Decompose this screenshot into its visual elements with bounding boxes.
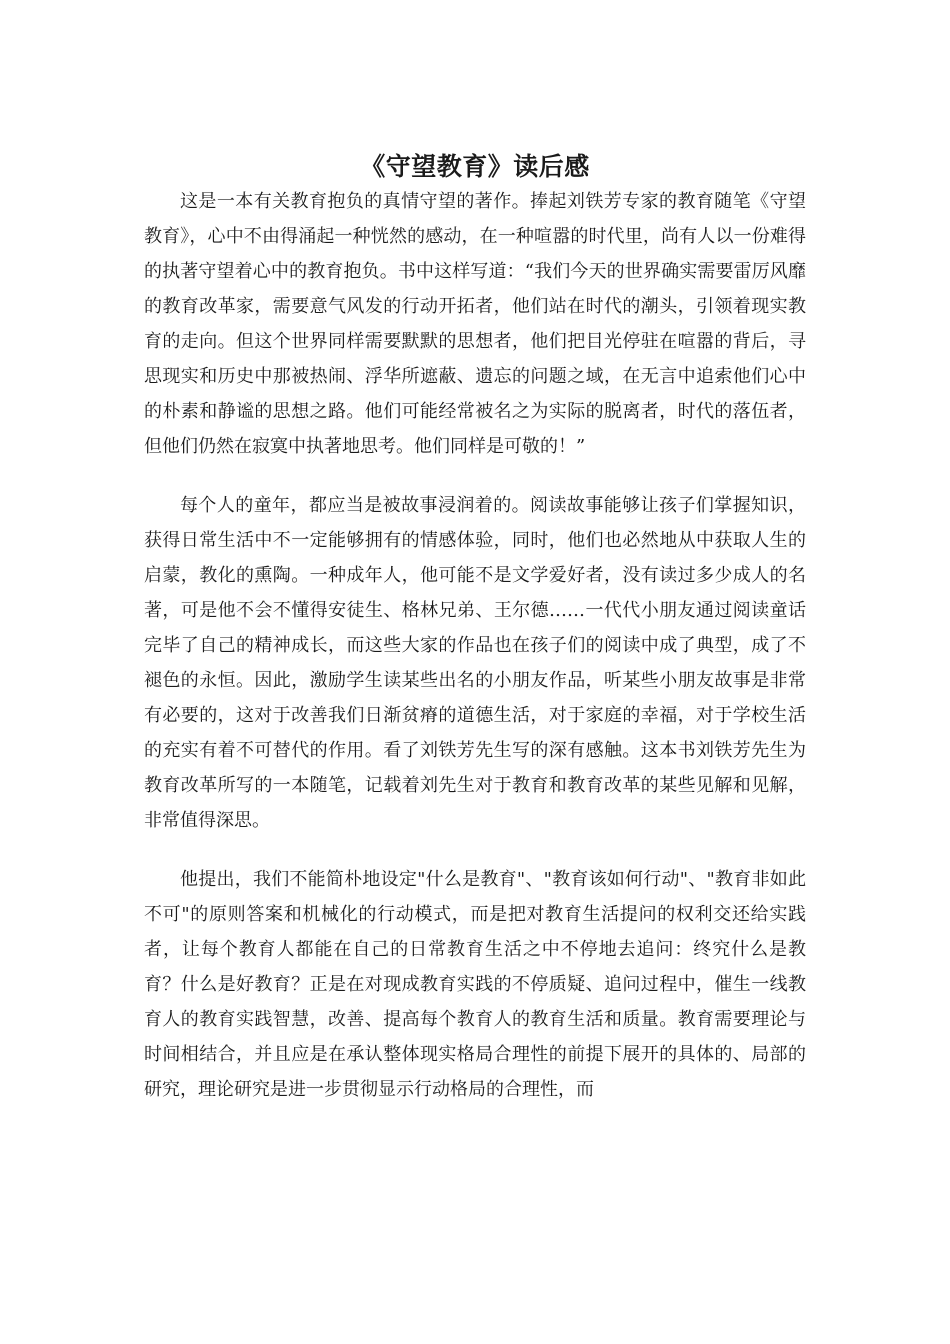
document-body xyxy=(144,184,806,1131)
document-title: 《守望教育》读后感 xyxy=(360,151,590,181)
paragraph-3: 他提出，我们不能简朴地设定"什么是教育"、"教育该如何行动"、"教育非如此不可"的原则答案和机械化的行动模式，而是把对教育生活提问的权利交还给实践者，让每个教育人都能在自己的日常教育生活之中不停地去追问：终究什么是教育？什么是好教育？正是在对现成教育实践的不停质疑、追问过程中，催生一线教育人的教育实践智慧，改善、提高每个教育人的教育生活和质量。教育需要理论与时间相结合，并且应是在承认整体现实格局合理性的前提下展开的具体的、局部的研究，理论研究是进一步贯彻显示行动格局的合理性，而 xyxy=(144,869,806,1100)
paragraph-1: 这是一本有关教育抱负的真情守望的著作。捧起刘铁芳专家的教育随笔《守望教育》，心中不由得涌起一种恍然的感动，在一种喧嚣的时代里，尚有人以一份难得的执著守望着心中的教育抱负。书中这样写道：“我们今天的世界确实需要雷厉风靡的教育改革家，需要意气风发的行动开拓者，他们站在时代的潮头，引领着现实教育的走向。但这个世界同样需要默默的思想者，他们把目光停驻在喧嚣的背后，寻思现实和历史中那被热闹、浮华所遮蔽、遗忘的问题之域，在无言中追索他们心中的朴素和静谧的思想之路。他们可能经常被名之为实际的脱离者，时代的落伍者，但他们仍然在寂寞中执著地思考。他们同样是可敬的！” xyxy=(144,191,806,457)
paragraph-2: 每个人的童年，都应当是被故事浸润着的。阅读故事能够让孩子们掌握知识，获得日常生活中不一定能够拥有的情感体验，同时，他们也必然地从中获取人生的启蒙，教化的熏陶。一种成年人，他可能不是文学爱好者，没有读过多少成人的名著，可是他不会不懂得安徒生、格林兄弟、王尔德……一代代小朋友通过阅读童话完毕了自己的精神成长，而这些大家的作品也在孩子们的阅读中成了典型，成了不褪色的永恒。因此，激励学生读某些出名的小朋友作品，听某些小朋友故事是非常有必要的，这对于改善我们日渐贫瘠的道德生活，对于家庭的幸福，对于学校生活的充实有着不可替代的作用。看了刘铁芳先生写的深有感触。这本书刘铁芳先生为教育改革所写的一本随笔，记载着刘先生对于教育和教育改革的某些见解和见解，非常值得深思。 xyxy=(144,495,806,831)
